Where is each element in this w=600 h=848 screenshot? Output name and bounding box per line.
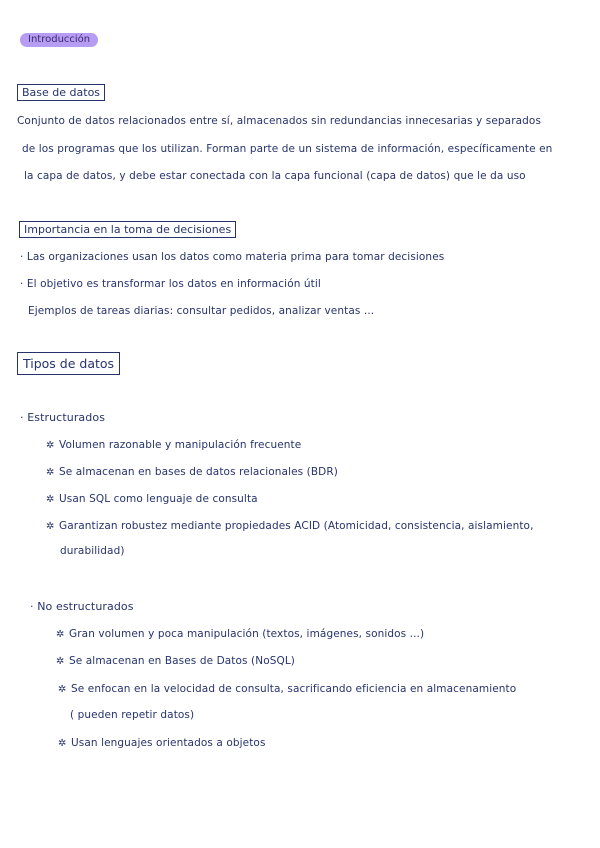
asterisk-bullet-icon: ✲ [58, 738, 67, 749]
structured-item-4-continuation: durabilidad) [60, 545, 125, 557]
importance-line-1: · Las organizaciones usan los datos como materia prima para tomar decisiones [20, 251, 445, 263]
importance-line-2: · El objetivo es transformar los datos en información útil [20, 278, 321, 290]
definition-line-3: la capa de datos, y debe estar conectada con la capa funcional (capa de datos) que le da uso [24, 170, 526, 182]
heading-importancia: Importancia en la toma de decisiones [19, 221, 236, 238]
unstructured-item-2: ✲ Se almacenan en Bases de Datos (NoSQL) [56, 655, 296, 667]
structured-item-3: ✲ Usan SQL como lenguaje de consulta [46, 493, 258, 505]
asterisk-bullet-icon: ✲ [46, 467, 55, 478]
unstructured-item-1: ✲ Gran volumen y poca manipulación (textos, imágenes, sonidos ...) [56, 628, 425, 640]
asterisk-bullet-icon: ✲ [56, 629, 65, 640]
heading-tipos-de-datos: Tipos de datos [17, 352, 120, 375]
structured-item-2: ✲ Se almacenan en bases de datos relacionales (BDR) [46, 466, 338, 478]
definition-line-2: de los programas que los utilizan. Forman parte de un sistema de información, específicamente en [22, 143, 553, 155]
section-tag-introduccion: Introducción [20, 33, 98, 47]
unstructured-item-3-continuation: ( pueden repetir datos) [70, 709, 195, 721]
unstructured-item-4: ✲ Usan lenguajes orientados a objetos [58, 737, 266, 749]
importance-line-3: Ejemplos de tareas diarias: consultar pedidos, analizar ventas ... [28, 305, 375, 317]
unstructured-item-3: ✲ Se enfocan en la velocidad de consulta, sacrificando eficiencia en almacenamiento [58, 683, 517, 695]
structured-item-4: ✲ Garantizan robustez mediante propiedades ACID (Atomicidad, consistencia, aislamiento, [46, 520, 534, 532]
unstructured-heading: · No estructurados [30, 600, 134, 613]
asterisk-bullet-icon: ✲ [46, 440, 55, 451]
structured-heading: · Estructurados [20, 411, 106, 424]
definition-line-1: Conjunto de datos relacionados entre sí, almacenados sin redundancias innecesarias y separados [17, 115, 542, 127]
heading-base-de-datos: Base de datos [17, 84, 105, 101]
asterisk-bullet-icon: ✲ [58, 684, 67, 695]
asterisk-bullet-icon: ✲ [56, 656, 65, 667]
asterisk-bullet-icon: ✲ [46, 494, 55, 505]
asterisk-bullet-icon: ✲ [46, 521, 55, 532]
structured-item-1: ✲ Volumen razonable y manipulación frecuente [46, 439, 302, 451]
